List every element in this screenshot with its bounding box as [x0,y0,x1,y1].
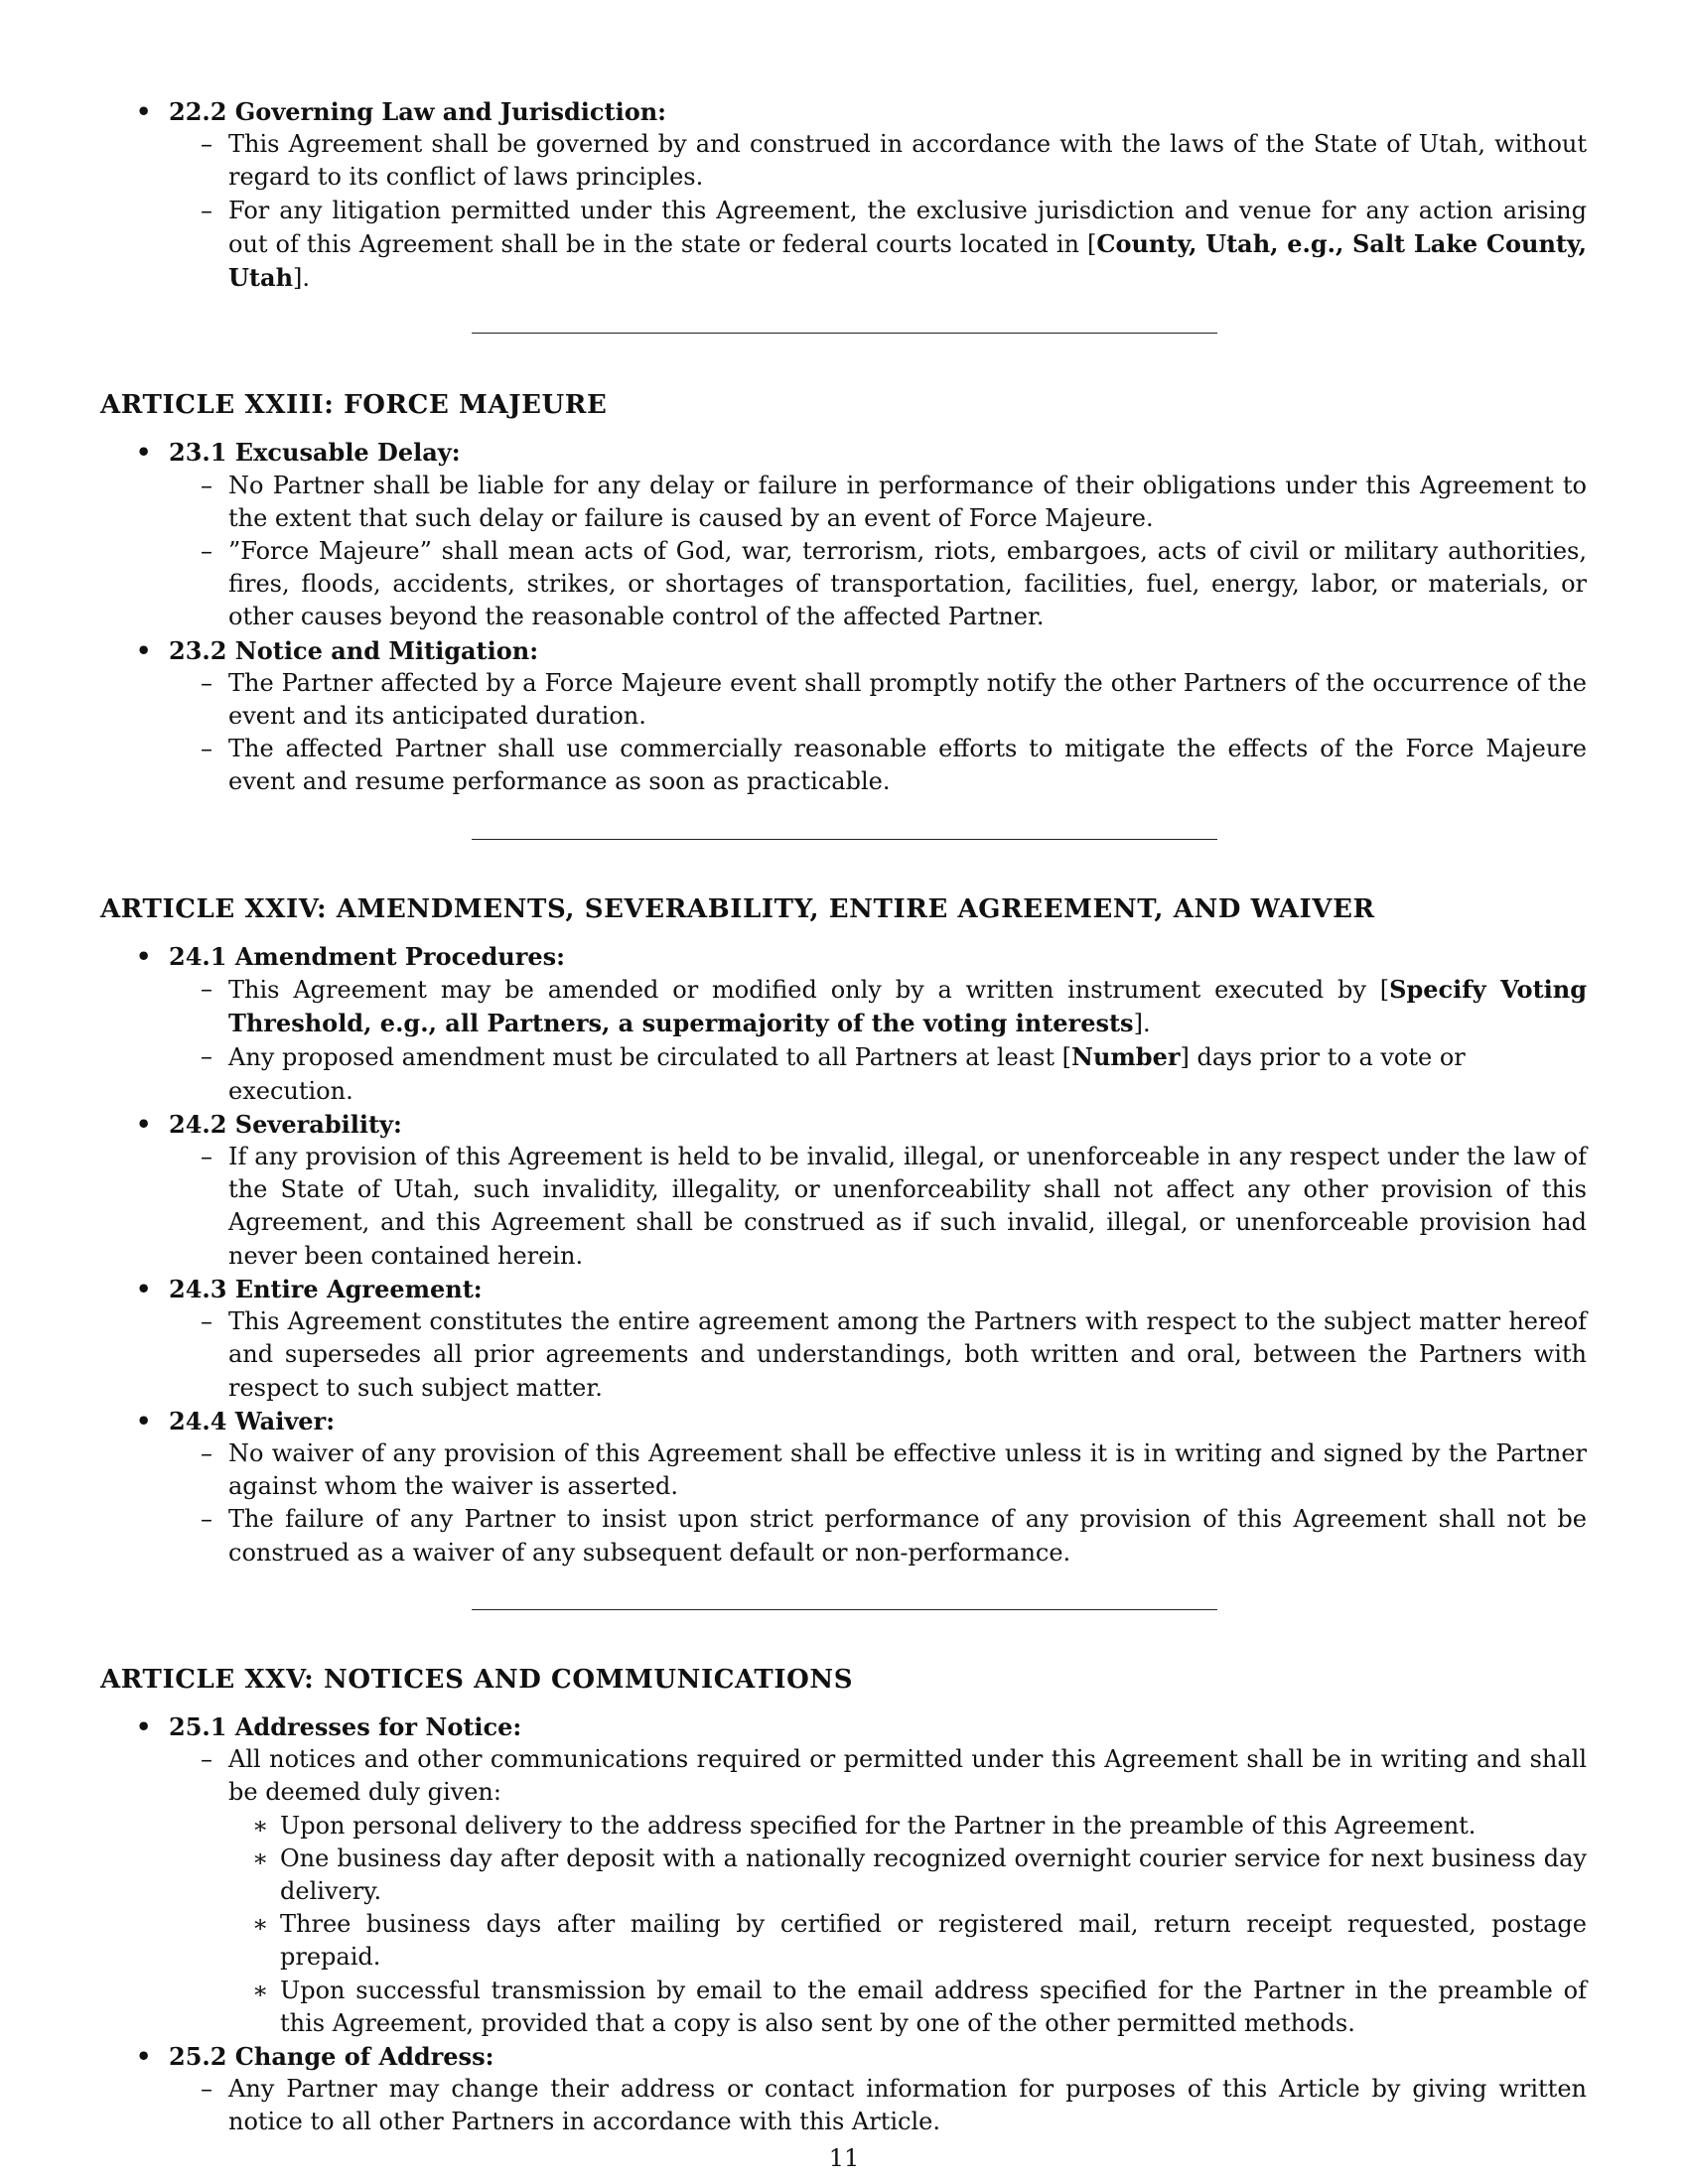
article-24-title: ARTICLE XXIV: AMENDMENTS, SEVERABILITY, ENTIRE AGREEMENT, AND WAIVER [100,893,1375,924]
section-23-2-clause-1: – The Partner affected by a Force Majeure event shall promptly notify the other Partners of the occurrence of the event and its anticipated duration. [169,667,1587,733]
placeholder-number: Number [1071,1042,1181,1072]
article-24-list [100,940,1587,1570]
section-24-3-title: • 24.3 Entire Agreement: [169,1274,483,1303]
notice-method-item: ∗ Upon personal delivery to the address specified for the Partner in the preamble of this Agreement. [228,1810,1587,1843]
section-divider [472,1609,1217,1610]
article-25-list [100,1710,1587,2139]
section-23-2-clause-2: – The affected Partner shall use commercially reasonable efforts to mitigate the effects of the Force Majeure event and resume performance as soon as practicable. [169,733,1587,798]
section-24-1-title: • 24.1 Amendment Procedures: [169,941,565,971]
article-25-title: ARTICLE XXV: NOTICES AND COMMUNICATIONS [100,1664,854,1695]
article-23-title: ARTICLE XXIII: FORCE MAJEURE [100,390,608,421]
section-25-1 [100,1710,1587,2040]
section-divider [472,839,1217,840]
section-25-1-clause-1: – All notices and other communications required or permitted under this Agreement shall be in writing and shall be deemed duly given: ∗ Upon personal delivery to the address specified for the Partner in the preamble of this Agreement. ∗ One business day after deposit with a nationally recognized overnight courier service for next business day delivery. ∗ Three business days after mailing by certified or registered mail, return receipt requested, postage prepaid. ∗ Upon successful transmission by email to the email address specified for the Partner in the preamble of this Agreement, provided that a copy is also sent by one of the other permitted methods. [169,1743,1587,2040]
section-25-1-title: • 25.1 Addresses for Notice: [169,1711,522,1741]
notice-method-item: ∗ Three business days after mailing by certified or registered mail, return receipt requested, postage prepaid. [228,1908,1587,1974]
section-23-1-clause-2: – ”Force Majeure” shall mean acts of God, war, terrorism, riots, embargoes, acts of civil or military authorities, fires, floods, accidents, strikes, or shortages of transportation, facilities, fuel, energy, labor, or materials, or other causes beyond the reasonable control of the affected Partner. [169,535,1587,634]
section-24-2-title: • 24.2 Severability: [169,1109,402,1139]
document-page [100,95,1587,2139]
section-24-1 [100,940,1587,1108]
section-25-2 [100,2040,1587,2139]
notice-methods-list [228,1810,1587,2040]
section-24-4-clause-2: – The failure of any Partner to insist upon strict performance of any provision of this Agreement shall not be construed as a waiver of any subsequent default or non-performance. [169,1503,1587,1569]
section-24-4 [100,1405,1587,1570]
section-23-2 [100,634,1587,799]
section-24-3-clause-1: – This Agreement constitutes the entire agreement among the Partners with respect to the subject matter hereof and supersedes all prior agreements and understandings, both written and oral, between the Partners with respect to such subject matter. [169,1305,1587,1405]
section-divider [472,333,1217,334]
section-24-2 [100,1108,1587,1273]
notice-method-item: ∗ One business day after deposit with a nationally recognized overnight courier service for next business day delivery. [228,1843,1587,1908]
section-22-2-clause-1: – This Agreement shall be governed by and construed in accordance with the laws of the State of Utah, without regard to its conflict of laws principles. [169,128,1587,194]
section-24-4-clause-1: – No waiver of any provision of this Agreement shall be effective unless it is in writing and signed by the Partner against whom the waiver is asserted. [169,1437,1587,1503]
section-22-2 [100,95,1587,295]
section-24-1-clause-1: – This Agreement may be amended or modified only by a written instrument executed by [Specify Voting Threshold, e.g., all Partners, a supermajority of the voting interests]. [169,973,1587,1040]
page-number: 11 [828,2144,860,2172]
section-23-1-clause-1: – No Partner shall be liable for any delay or failure in performance of their obligations under this Agreement to the extent that such delay or failure is caused by an event of Force Majeure. [169,470,1587,535]
section-24-4-title: • 24.4 Waiver: [169,1406,336,1435]
section-24-2-clause-1: – If any provision of this Agreement is held to be invalid, illegal, or unenforceable in any respect under the law of the State of Utah, such invalidity, illegality, or unenforceability shall not affect any other provision of this Agreement, and this Agreement shall be construed as if such invalid, illegal, or unenforceable provision had never been contained herein. [169,1141,1587,1273]
section-23-2-title: • 23.2 Notice and Mitigation: [169,635,539,665]
placeholder-county: County, Utah, e.g., Salt Lake County, Utah [228,228,1587,293]
section-23-1-title: • 23.1 Excusable Delay: [169,438,461,468]
section-22-2-clause-2: – For any litigation permitted under this Agreement, the exclusive jurisdiction and venue for any action arising out of this Agreement shall be in the state or federal courts located in [County, Utah, e.g., Salt Lake County, Utah]. [169,195,1587,296]
notice-method-item: ∗ Upon successful transmission by email to the email address specified for the Partner in the preamble of this Agreement, provided that a copy is also sent by one of the other permitted methods. [228,1975,1587,2040]
section-24-3 [100,1273,1587,1405]
section-23-1 [100,436,1587,633]
article-23-list [100,436,1587,798]
placeholder-voting-threshold: Specify Voting Threshold, e.g., all Partners, a supermajority of the voting interests [228,975,1588,1038]
section-25-2-title: • 25.2 Change of Address: [169,2041,494,2071]
section-25-2-clause-1: – Any Partner may change their address or contact information for purposes of this Article by giving written notice to all other Partners in accordance with this Article. [169,2073,1587,2138]
section-22-2-title: • 22.2 Governing Law and Jurisdiction: [169,97,667,126]
section-22-list [100,95,1587,295]
section-24-1-clause-2: – Any proposed amendment must be circulated to all Partners at least [Number] days prior to a vote or execution. [169,1040,1587,1107]
